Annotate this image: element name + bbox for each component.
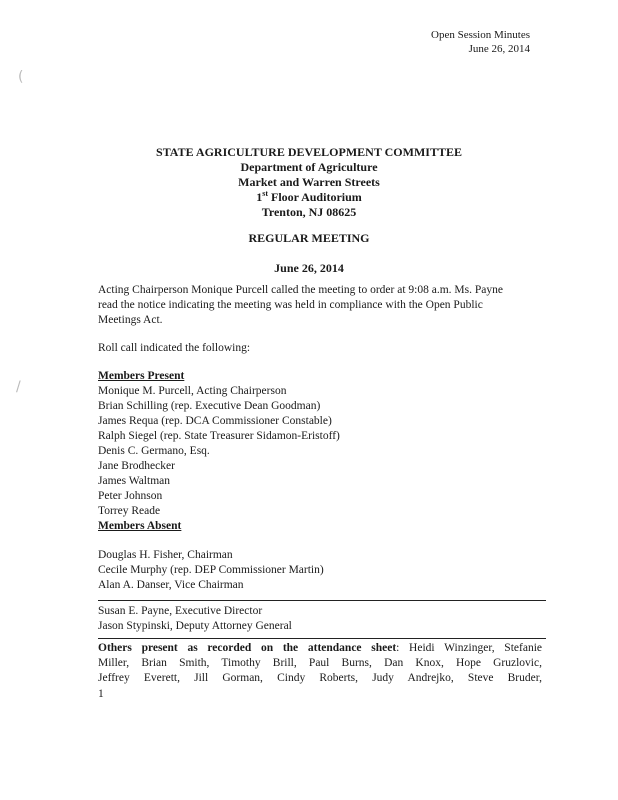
member-name: Torrey Reade	[98, 505, 161, 517]
meeting-date: June 26, 2014	[274, 261, 344, 275]
scan-mark-top: (	[18, 69, 24, 85]
members-present-heading: Members Present	[98, 370, 185, 382]
staff-name: Susan E. Payne, Executive Director	[98, 605, 263, 617]
members-present-section	[98, 369, 538, 519]
member-name: Brian Schilling (rep. Executive Dean Goodman)	[98, 400, 321, 412]
org-name: STATE AGRICULTURE DEVELOPMENT COMMITTEE	[156, 145, 462, 159]
letterhead	[0, 145, 618, 220]
street-address: Market and Warren Streets	[238, 175, 380, 189]
members-absent-heading: Members Absent	[98, 520, 182, 532]
department: Department of Agriculture	[240, 160, 378, 174]
header-title: Open Session Minutes	[431, 29, 530, 41]
others-line-1	[98, 641, 542, 656]
others-label: Others present as recorded on the attendance sheet	[98, 642, 397, 654]
others-line-2: Miller, Brian Smith, Timothy Brill, Paul Burns, Dan Knox, Hope Gruzlovic,	[98, 657, 542, 669]
divider-bottom	[98, 638, 546, 639]
floor-text: Floor Auditorium	[267, 190, 362, 204]
member-name: James Requa (rep. DCA Commissioner Constable)	[98, 415, 332, 427]
intro-paragraph	[98, 283, 538, 328]
meeting-type: REGULAR MEETING	[248, 231, 370, 245]
others-first-names: : Heidi Winzinger, Stefanie	[396, 642, 542, 654]
intro-line: Meetings Act.	[98, 314, 163, 326]
scan-mark-middle: /	[16, 379, 21, 395]
absent-member-name: Cecile Murphy (rep. DEP Commissioner Martin)	[98, 564, 324, 576]
absent-member-name: Alan A. Danser, Vice Chairman	[98, 579, 244, 591]
header-date: June 26, 2014	[468, 43, 530, 55]
absent-member-name: Douglas H. Fisher, Chairman	[98, 549, 233, 561]
intro-line: read the notice indicating the meeting was held in compliance with the Open Public	[98, 299, 483, 311]
member-name: Denis C. Germano, Esq.	[98, 445, 210, 457]
floor	[0, 190, 618, 205]
members-absent-list	[98, 548, 538, 593]
divider-top	[98, 600, 546, 601]
member-name: Jane Brodhecker	[98, 460, 175, 472]
page-number: 1	[98, 688, 104, 700]
city: Trenton, NJ 08625	[261, 205, 357, 219]
member-name: Monique M. Purcell, Acting Chairperson	[98, 385, 287, 397]
floor-number: 1	[256, 190, 263, 204]
staff-name: Jason Stypinski, Deputy Attorney General	[98, 620, 292, 632]
staff-list	[98, 604, 538, 634]
member-name: Peter Johnson	[98, 490, 163, 502]
member-name: Ralph Siegel (rep. State Treasurer Sidamon-Eristoff)	[98, 430, 340, 442]
member-name: James Waltman	[98, 475, 170, 487]
roll-call-text: Roll call indicated the following:	[98, 342, 251, 354]
others-present-paragraph	[98, 641, 542, 686]
floor-suffix: st	[262, 189, 268, 198]
intro-line: Acting Chairperson Monique Purcell called the meeting to order at 9:08 a.m. Ms. Payne	[98, 284, 503, 296]
running-header	[330, 28, 530, 56]
others-line-3: Jeffrey Everett, Jill Gorman, Cindy Roberts, Judy Andrejko, Steve Bruder,	[98, 672, 542, 684]
